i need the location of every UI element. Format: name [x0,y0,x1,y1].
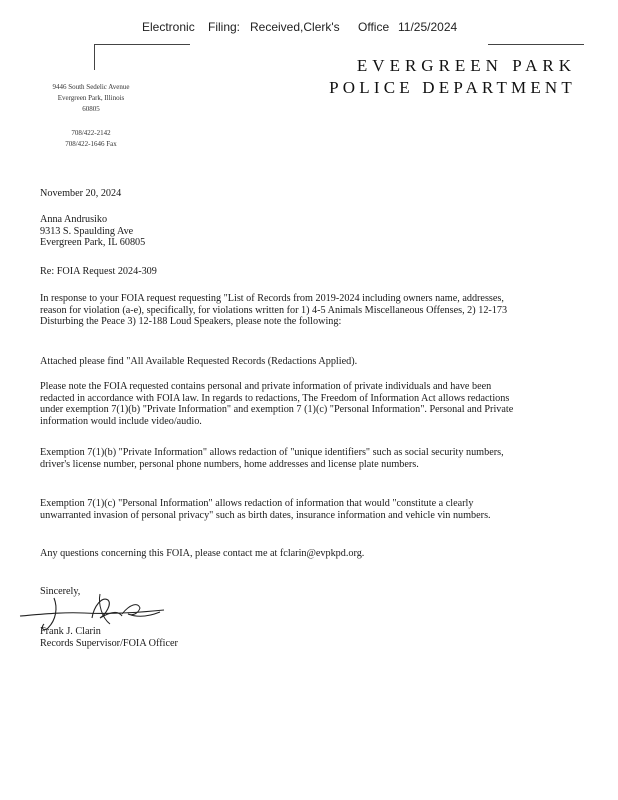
letter-date: November 20, 2024 [40,188,122,199]
paragraph-redactions: Please note the FOIA requested contains personal and private information of private individuals and have been redacted in accordance with FOIA law. In regards to redactions, The Freedom of Information Act allows redactions under exemption 7(1)(b) "Private Information" and exemption 7 (1)(c) "Personal Information". Personal and Private information would include video/audio. [40,381,514,427]
letterhead-rule-vertical [94,44,95,70]
paragraph-private-info: Exemption 7(1)(b) "Private Information" allows redaction of "unique identifiers" such as social security numbers, driver's license number, personal phone numbers, home addresses and license plate numbers. [40,447,504,470]
signer-name: Frank J. Clarin [40,626,101,637]
paragraph-request: In response to your FOIA request requesting "List of Records from 2019-2024 including owners name, addresses, reason for violation (a-e), specifically, for violations written for 1) 4-5 Animals Miscellaneous Offenses, 2) 12-173 Disturbing the Peace 3) 12-188 Loud Speakers, please note the following: [40,293,508,328]
letterhead-rule-right [488,44,584,45]
recipient-street: 9313 S. Spaulding Ave [40,225,134,237]
filing-stamp [0,20,618,36]
recipient-name: Anna Andrusiko [40,214,108,225]
subject-line: Re: FOIA Request 2024-309 [40,266,157,277]
paragraph-contact: Any questions concerning this FOIA, please contact me at fclarin@evpkpd.org. [40,548,365,559]
address-line3: 60805 [82,105,100,113]
department-phone [26,128,156,150]
closing: Sincerely, [40,586,81,597]
address-line1: 9446 South Sedelic Avenue [52,83,130,91]
department-address [26,82,156,115]
paragraph-attached: Attached please find "All Available Requested Records (Redactions Applied). [40,356,358,367]
stamp-received: Received,Clerk's [250,20,340,34]
department-title-line2: POLICE DEPARTMENT [329,78,576,97]
fax-number: 708/422-1646 Fax [65,140,117,148]
phone-number: 708/422-2142 [71,129,111,137]
stamp-office: Office [358,20,390,34]
recipient-city: Evergreen Park, IL 60805 [40,237,146,249]
address-line2: Evergreen Park, Illinois [57,94,125,102]
stamp-filing: Filing: [208,20,241,34]
letterhead-rule-left [94,44,190,45]
signer-title: Records Supervisor/FOIA Officer [40,637,178,649]
signer-block [40,626,520,649]
recipient-block [40,214,520,249]
stamp-electronic: Electronic [142,20,195,34]
paragraph-personal-info: Exemption 7(1)(c) "Personal Information" allows redaction of information that would "constitute a clearly unwarranted invasion of personal privacy" such as birth dates, insurance information and vehicle vin numbers. [40,498,491,521]
stamp-date: 11/25/2024 [398,20,458,34]
department-title-line1: EVERGREEN PARK [356,56,576,75]
